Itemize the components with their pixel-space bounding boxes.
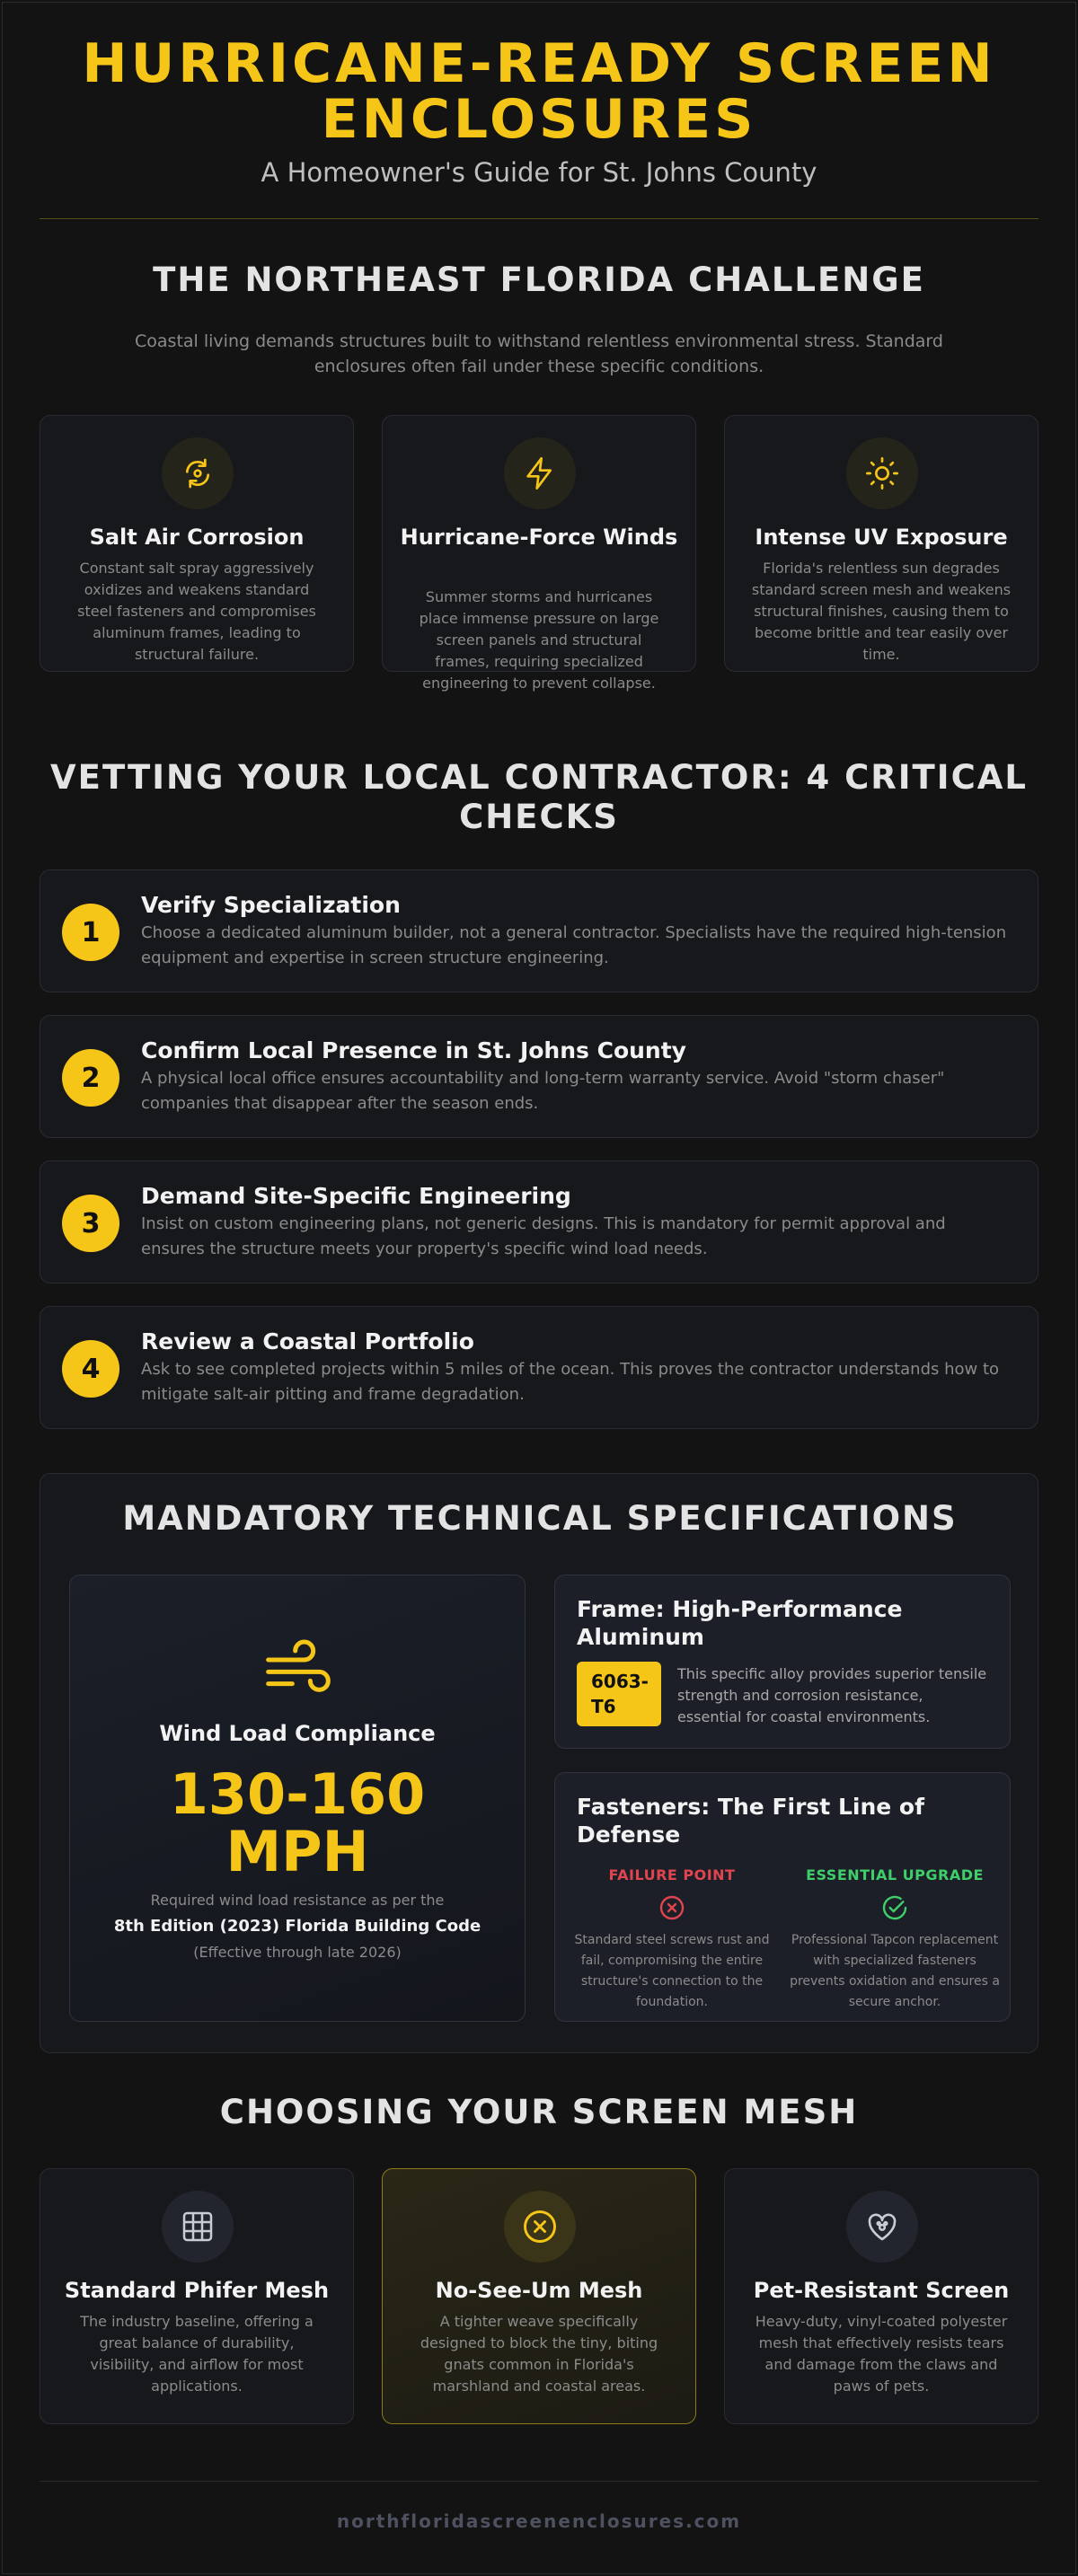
- divider: [40, 218, 1038, 219]
- upgrade-label: ESSENTIAL UPGRADE: [806, 1866, 984, 1883]
- failure-desc: Standard steel screws rust and fail, compromising the entire structure's connection to the foundation.: [574, 1933, 770, 2009]
- challenge-title: THE NORTHEAST FLORIDA CHALLENGE: [153, 260, 925, 299]
- mesh-card-no-see-um: [382, 2168, 696, 2424]
- frame-title: Frame: High-Performance Aluminum: [577, 1596, 903, 1650]
- lightning-bolt-icon: [504, 437, 576, 509]
- step-number: 1: [62, 904, 119, 961]
- check-step: [40, 1015, 1038, 1138]
- step-number: 4: [62, 1340, 119, 1398]
- challenge-card-title: Salt Air Corrosion: [89, 525, 305, 550]
- mesh-card-title: Standard Phifer Mesh: [64, 2278, 330, 2303]
- x-circle-icon: [658, 1893, 686, 1926]
- upgrade-column: [787, 1866, 1003, 2013]
- building-code: 8th Edition (2023) Florida Building Code: [113, 1917, 482, 1936]
- step-title: Confirm Local Presence in St. Johns County: [141, 1037, 686, 1063]
- failure-column: [564, 1866, 780, 2013]
- step-desc: Insist on custom engineering plans, not generic designs. This is mandatory for permit approval and ensures the structure meets your property's specific wind load needs.: [141, 1214, 946, 1258]
- check-circle-icon: [880, 1893, 909, 1926]
- step-number: 2: [62, 1049, 119, 1107]
- step-desc: Choose a dedicated aluminum builder, not a general contractor. Specialists have the required high-tension equipment and expertise in screen structure engineering.: [141, 923, 1007, 967]
- challenge-card-title: Intense UV Exposure: [755, 525, 1008, 550]
- step-title: Verify Specialization: [141, 892, 401, 918]
- wind-load-card: [69, 1575, 526, 2022]
- code-effective: (Effective through late 2026): [193, 1944, 402, 1961]
- heart-paw-icon: [846, 2191, 918, 2263]
- alloy-badge-line: T6: [591, 1696, 616, 1717]
- page-title: HURRICANE-READY SCREEN ENCLOSURES: [82, 32, 996, 151]
- frame-spec-card: [554, 1575, 1011, 1749]
- mesh-card-title: No-See-Um Mesh: [435, 2278, 643, 2303]
- wind-icon: [262, 1638, 334, 1703]
- challenge-card-desc: Florida's relentless sun degrades standard screen mesh and weakens structural finishes, causing them to become brittle and tear easily over time.: [751, 560, 1012, 663]
- footer-site-link[interactable]: northfloridascreenenclosures.com: [336, 2510, 742, 2532]
- page-subtitle: A Homeowner's Guide for St. Johns County: [261, 157, 817, 188]
- check-step: [40, 1160, 1038, 1284]
- mesh-card-pet: [724, 2168, 1038, 2424]
- specs-panel: [40, 1473, 1038, 2053]
- grid-icon: [162, 2191, 234, 2263]
- alloy-badge: [577, 1662, 661, 1726]
- challenge-card-salt: [40, 415, 354, 672]
- step-number: 3: [62, 1195, 119, 1252]
- mesh-card-standard: [40, 2168, 354, 2424]
- check-step: [40, 869, 1038, 992]
- challenge-card-title: Hurricane-Force Winds: [400, 525, 678, 550]
- x-circle-icon: [504, 2191, 576, 2263]
- mesh-title: CHOOSING YOUR SCREEN MESH: [219, 2093, 859, 2131]
- wind-unit: MPH: [225, 1819, 369, 1884]
- mesh-card-title: Pet-Resistant Screen: [753, 2278, 1010, 2303]
- step-title: Review a Coastal Portfolio: [141, 1328, 474, 1354]
- sun-icon: [846, 437, 918, 509]
- mesh-card-desc: A tighter weave specifically designed to block the tiny, biting gnats common in Florida's marshland and coastal areas.: [420, 2313, 658, 2395]
- vetting-title: VETTING YOUR LOCAL CONTRACTOR: 4 CRITICAL CHECKS: [50, 758, 1028, 836]
- challenge-card-desc: Summer storms and hurricanes place immense pressure on large screen panels and structural frames, requiring specialized engineering to prevent collapse.: [419, 588, 659, 692]
- fastener-title: Fasteners: The First Line of Defense: [577, 1794, 924, 1848]
- fastener-spec-card: [554, 1772, 1011, 2022]
- recycle-arrows-icon: [162, 437, 234, 509]
- challenge-card-uv: [724, 415, 1038, 672]
- step-title: Demand Site-Specific Engineering: [141, 1183, 571, 1209]
- wind-label: Wind Load Compliance: [159, 1721, 436, 1746]
- check-step: [40, 1306, 1038, 1429]
- challenge-card-wind: [382, 415, 696, 692]
- step-desc: Ask to see completed projects within 5 miles of the ocean. This proves the contractor understands how to mitigate salt-air pitting and frame degradation.: [141, 1360, 1000, 1404]
- step-desc: A physical local office ensures accountability and long-term warranty service. Avoid "storm chaser" companies that disappear after the season ends.: [141, 1069, 945, 1113]
- alloy-badge-line: 6063-: [591, 1671, 649, 1692]
- upgrade-desc: Professional Tapcon replacement with specialized fasteners prevents oxidation and ensures a secure anchor.: [790, 1933, 1000, 2009]
- failure-label: FAILURE POINT: [608, 1866, 736, 1883]
- challenge-intro: Coastal living demands structures built to withstand relentless environmental stress. Standard enclosures often fail under these specific conditions.: [135, 331, 943, 376]
- frame-desc: This specific alloy provides superior tensile strength and corrosion resistance, essential for coastal environments.: [677, 1665, 987, 1725]
- wind-note: Required wind load resistance as per the: [150, 1892, 445, 1909]
- mesh-card-desc: The industry baseline, offering a great balance of durability, visibility, and airflow for most applications.: [80, 2313, 314, 2395]
- wind-value: 130-160: [169, 1761, 426, 1827]
- footer-divider: [40, 2481, 1038, 2482]
- challenge-card-desc: Constant salt spray aggressively oxidizes and weakens standard steel fasteners and compromises aluminum frames, leading to structural failure.: [77, 560, 316, 663]
- mesh-card-desc: Heavy-duty, vinyl-coated polyester mesh that effectively resists tears and damage from the claws and paws of pets.: [755, 2313, 1008, 2395]
- specs-title: MANDATORY TECHNICAL SPECIFICATIONS: [122, 1499, 958, 1538]
